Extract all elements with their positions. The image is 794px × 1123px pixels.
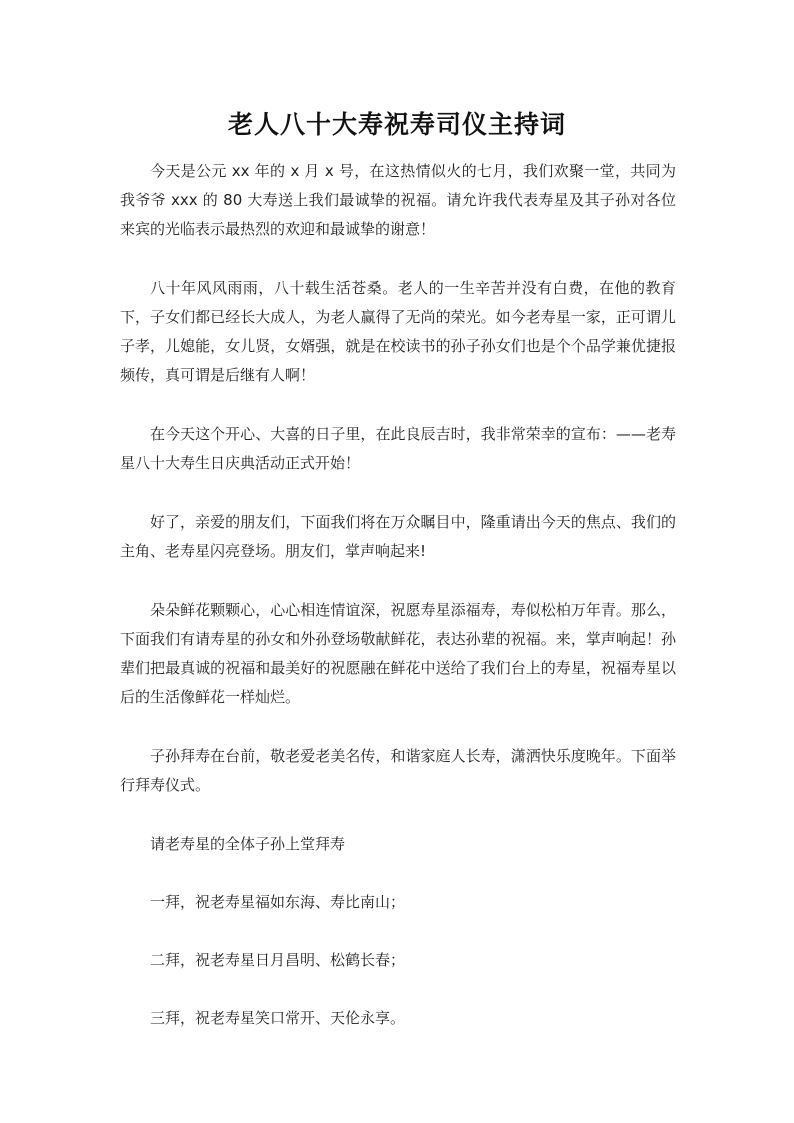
paragraph-announcement: 在今天这个开心、大喜的日子里，在此良辰吉时，我非常荣幸的宣布：——老寿星八十大寿生日庆典活动正式开始！ bbox=[120, 425, 676, 472]
paragraph-opening: 今天是公元 xx 年的 x 月 x 号，在这热情似火的七月，我们欢聚一堂，共同为我爷爷 xxx 的 80 大寿送上我们最诚挚的祝福。请允许我代表寿星及其子孙对各位来宾的光临表示最热烈的欢迎和最诚挚的谢意！ bbox=[120, 162, 676, 238]
paragraph-first-bow: 一拜，祝老寿星福如东海、寿比南山； bbox=[150, 893, 406, 911]
paragraph-entrance: 好了，亲爱的朋友们，下面我们将在万众瞩目中，隆重请出今天的焦点、我们的主角、老寿星闪亮登场。朋友们，掌声响起来! bbox=[120, 513, 676, 560]
paragraph-second-bow: 二拜，祝老寿星日月昌明、松鹤长春； bbox=[150, 951, 406, 969]
paragraph-invite-descendants: 请老寿星的全体子孙上堂拜寿 bbox=[150, 835, 346, 853]
paragraph-ceremony-intro: 子孙拜寿在台前，敬老爱老美名传，和谐家庭人长寿，潇洒快乐度晚年。下面举行拜寿仪式。 bbox=[120, 747, 676, 794]
paragraph-third-bow: 三拜，祝老寿星笑口常开、天伦永享。 bbox=[150, 1009, 406, 1027]
document-title: 老人八十大寿祝寿司仪主持词 bbox=[227, 110, 566, 139]
document-body bbox=[120, 157, 676, 1062]
paragraph-flowers: 朵朵鲜花颗颗心，心心相连情谊深，祝愿寿星添福寿，寿似松柏万年青。那么，下面我们有请寿星的孙女和外孙登场敬献鲜花，表达孙辈的祝福。来，掌声响起！孙辈们把最真诚的祝福和最美好的祝愿融在鲜花中送给了我们台上的寿星，祝福寿星以后的生活像鲜花一样灿烂。 bbox=[120, 601, 676, 706]
paragraph-life: 八十年风风雨雨，八十载生活苍桑。老人的一生辛苦并没有白费，在他的教育下，子女们都已经长大成人，为老人赢得了无尚的荣光。如今老寿星一家，正可谓儿子孝，儿媳能，女儿贤，女婿强，就是在校读书的孙子孙女们也是个个品学兼优捷报频传，真可谓是后继有人啊！ bbox=[120, 279, 676, 384]
